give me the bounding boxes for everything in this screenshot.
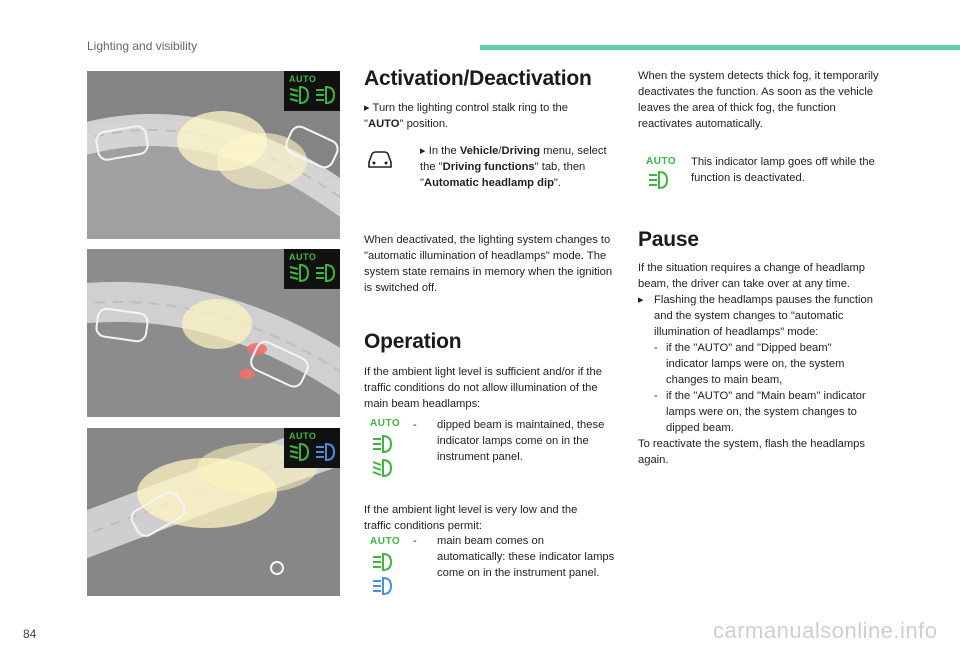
step2-vehicle: Vehicle bbox=[459, 145, 499, 157]
operation-title: Operation bbox=[364, 330, 462, 353]
step2-slash: / bbox=[498, 145, 502, 157]
section-title: Lighting and visibility bbox=[87, 39, 198, 53]
dipped-beam-icon bbox=[370, 552, 394, 572]
fog-text: When the system detects thick fog, it temporarily deactivates the function. As soon as the vehicle leaves the area of thick fog, the function reactivates automatically. bbox=[638, 70, 879, 130]
step2-a: In the bbox=[428, 145, 460, 157]
dipped-beam-icon bbox=[646, 170, 670, 190]
step2-i: ". bbox=[553, 177, 561, 189]
fog-indicator-group bbox=[642, 156, 682, 196]
dipped-beam-icon bbox=[370, 434, 394, 454]
fog-indicator-text: This indicator lamp goes off while the function is deactivated. bbox=[691, 156, 875, 184]
auto-indicator-label: AUTO bbox=[646, 156, 677, 167]
dipped-beam-icon bbox=[288, 442, 310, 462]
vehicle-menu-icon bbox=[366, 148, 394, 170]
deactivated-text: When deactivated, the lighting system changes to "automatic illumination of headlamps" mode. The system state remains in memory when the ignition is switched off. bbox=[364, 234, 613, 294]
step1-suffix: " position. bbox=[399, 118, 449, 130]
pause-intro: If the situation requires a change of headlamp beam, the driver can take over at any time. bbox=[638, 262, 866, 290]
step2-driving: Driving bbox=[501, 145, 541, 157]
step-arrow-icon: ▸ bbox=[420, 145, 426, 157]
main-beam-icon bbox=[314, 85, 336, 105]
auto-indicator-label: AUTO bbox=[370, 418, 401, 429]
pause-item-2-text: if the "AUTO" and "Main beam" indicator lamps were on, the system changes to dipped beam. bbox=[666, 390, 866, 434]
auto-indicator-label: AUTO bbox=[289, 431, 317, 441]
indicator-panel bbox=[284, 428, 340, 468]
step-arrow-icon: ▸ bbox=[638, 294, 644, 306]
main-beam-icon bbox=[314, 263, 336, 283]
step2-g: " tab, then " bbox=[420, 161, 586, 189]
activation-step2 bbox=[420, 143, 615, 191]
section-accent-bar bbox=[480, 45, 960, 50]
step1-prefix: Turn the lighting control stalk ring to the " bbox=[364, 102, 569, 130]
dipped-beam-icon bbox=[288, 263, 310, 283]
main-beam-indicator-group bbox=[368, 536, 404, 596]
pause-title: Pause bbox=[638, 228, 699, 251]
dipped-beam-icon bbox=[370, 458, 394, 478]
indicator-panel bbox=[284, 71, 340, 111]
auto-indicator-label: AUTO bbox=[370, 536, 401, 547]
main-beam-text: main beam comes on automatically: these indicator lamps come on in the instrument panel. bbox=[437, 535, 615, 579]
page-number: 84 bbox=[23, 627, 37, 641]
auto-indicator-label: AUTO bbox=[289, 252, 317, 262]
indicator-panel bbox=[284, 249, 340, 289]
dipped-beam-icon bbox=[288, 85, 310, 105]
step2-driving-functions: Driving functions bbox=[442, 161, 535, 173]
pause-reactivate: To reactivate the system, flash the headlamps again. bbox=[638, 438, 865, 466]
illustration-main-beam-road bbox=[87, 428, 340, 596]
list-dash: - bbox=[413, 419, 417, 431]
list-dash: - bbox=[654, 390, 658, 402]
illustration-dipped-road bbox=[87, 71, 340, 239]
step-arrow-icon: ▸ bbox=[364, 102, 370, 114]
activation-step1 bbox=[364, 100, 604, 132]
operation-intro: If the ambient light level is sufficient and/or if the traffic conditions do not allow illumination of the main beam headlamps: bbox=[364, 366, 602, 410]
dipped-indicator-group bbox=[368, 418, 404, 478]
step2-automatic-headlamp-dip: Automatic headlamp dip bbox=[423, 177, 554, 189]
step2-e: menu, select the " bbox=[420, 145, 607, 173]
dipped-beam-text: dipped beam is maintained, these indicator lamps come on in the instrument panel. bbox=[437, 419, 605, 463]
main-beam-icon bbox=[314, 442, 336, 462]
watermark: carmanualsonline.info bbox=[713, 618, 938, 643]
step1-auto: AUTO bbox=[367, 118, 400, 130]
low-light-intro: If the ambient light level is very low and the traffic conditions permit: bbox=[364, 504, 578, 532]
illustration-oncoming-car bbox=[87, 249, 340, 417]
pause-item-1-text: if the "AUTO" and "Dipped beam" indicator lamps were on, the system changes to main beam, bbox=[666, 342, 845, 386]
list-dash: - bbox=[413, 535, 417, 547]
list-dash: - bbox=[654, 342, 658, 354]
pause-flash-text: Flashing the headlamps pauses the function and the system changes to "automatic illumination of headlamps" mode: bbox=[654, 294, 873, 338]
activation-title: Activation/Deactivation bbox=[364, 67, 592, 90]
auto-indicator-label: AUTO bbox=[289, 74, 317, 84]
main-beam-icon bbox=[370, 576, 394, 596]
